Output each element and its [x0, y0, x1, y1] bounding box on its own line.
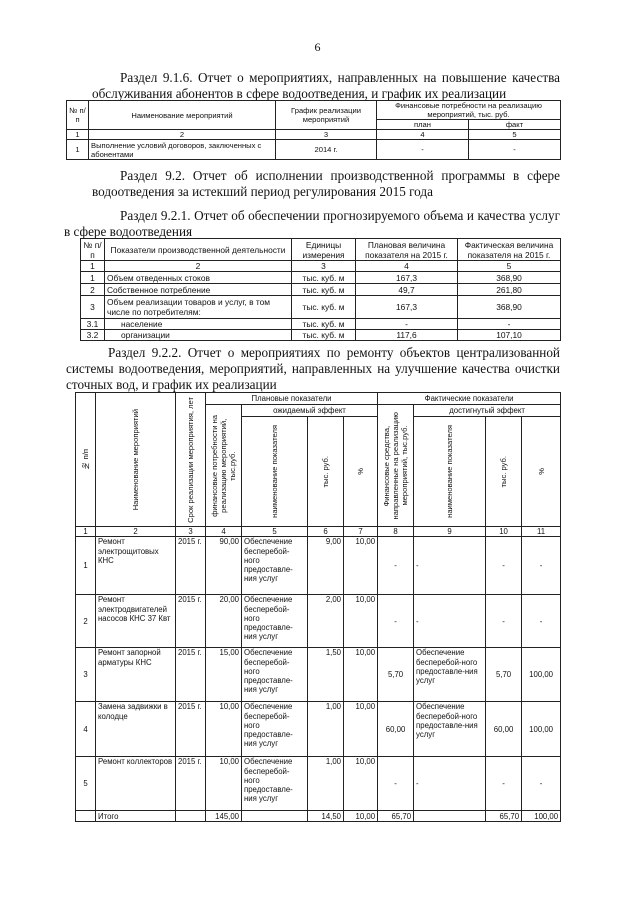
col-number: 2 [89, 130, 276, 140]
section-92-title: Раздел 9.2. Отчет об исполнении производственной программы в сфере водоотведения за истекший период регулирования 2015 года [92, 168, 560, 199]
total-fin-fact: 65,70 [378, 811, 414, 822]
col-number: 8 [378, 527, 414, 537]
col-number: 10 [486, 527, 522, 537]
total-empty [76, 811, 96, 822]
header-indicator: Показатели производственной деятельности [105, 239, 292, 261]
cell-num: 3.1 [81, 319, 105, 330]
header-num: № п/п [76, 393, 96, 527]
header-units: Единицы измерения [292, 239, 356, 261]
section-921-title: Раздел 9.2.1. Отчет об обеспечении прогнозируемого объема и качества услуг в сфере водоотведения [64, 208, 560, 239]
cell-planned: 117,6 [356, 330, 458, 341]
col-number: 1 [81, 261, 105, 272]
col-number: 5 [469, 130, 561, 140]
table-922 [75, 392, 561, 822]
cell-effect-fact: - [414, 595, 486, 648]
header-achieved-effect: достигнутый эффект [414, 405, 561, 417]
cell-indicator: Собственное потребление [105, 284, 292, 296]
header-name: Наименование мероприятий [96, 393, 176, 527]
cell-term: 2015 г. [176, 702, 206, 757]
table-row [76, 648, 561, 702]
col-number: 5 [242, 527, 308, 537]
header-finance: Финансовые потребности на реализацию мероприятий, тыс. руб. [377, 101, 561, 120]
cell-fin-plan: 15,00 [206, 648, 242, 702]
cell-term: 2015 г. [176, 648, 206, 702]
col-number: 1 [67, 130, 89, 140]
cell-rub-fact: 5,70 [486, 648, 522, 702]
cell-fin-fact: 60,00 [378, 702, 414, 757]
cell-units: тыс. куб. м [292, 330, 356, 341]
cell-actual: 261,80 [458, 284, 561, 296]
table-row [76, 537, 561, 595]
header-name: Наименование мероприятий [89, 101, 276, 130]
table-row [67, 140, 561, 160]
cell-rub-fact: - [486, 595, 522, 648]
header-percent: % [344, 417, 378, 527]
col-number: 2 [105, 261, 292, 272]
cell-effect: Обеспечение бесперебой-ного предоставле-ния услуг [242, 537, 308, 595]
cell-name: Выполнение условий договоров, заключенных с абонентами [89, 140, 276, 160]
section-916-title: Раздел 9.1.6. Отчет о мероприятиях, направленных на повышение качества обслуживания абонентов в сфере водоотведения, и график их реализации [92, 70, 560, 101]
cell-name: Ремонт коллекторов [96, 757, 176, 811]
table-row [76, 757, 561, 811]
cell-pct: 10,00 [344, 757, 378, 811]
total-row [76, 811, 561, 822]
cell-num: 2 [76, 595, 96, 648]
cell-name: Замена задвижки в колодце [96, 702, 176, 757]
col-number: 3 [292, 261, 356, 272]
col-number: 9 [414, 527, 486, 537]
cell-effect: Обеспечение бесперебой-ного предоставле-ния услуг [242, 757, 308, 811]
cell-name: Ремонт электрощитовых КНС [96, 537, 176, 595]
cell-pct: 10,00 [344, 537, 378, 595]
header-finance-plan: финансовые потребности на реализацию мероприятий, тыс.руб. [206, 405, 242, 527]
cell-num: 3 [76, 648, 96, 702]
cell-num: 2 [81, 284, 105, 296]
header-expected-effect: ожидаемый эффект [242, 405, 378, 417]
col-number: 2 [96, 527, 176, 537]
cell-rub-fact: 60,00 [486, 702, 522, 757]
cell-rub: 1,50 [308, 648, 344, 702]
cell-units: тыс. куб. м [292, 284, 356, 296]
header-thous-rub-fact: тыс. руб. [486, 417, 522, 527]
cell-effect: Обеспечение бесперебой-ного предоставле-ния услуг [242, 648, 308, 702]
cell-pct: 10,00 [344, 595, 378, 648]
cell-name: Ремонт запорной арматуры КНС [96, 648, 176, 702]
cell-num: 3 [81, 296, 105, 319]
table-row [76, 702, 561, 757]
total-empty [414, 811, 486, 822]
cell-effect-fact: Обеспечение бесперебой-ного предоставле-ния услуг [414, 648, 486, 702]
cell-effect-fact: Обеспечение бесперебой-ного предоставле-ния услуг [414, 702, 486, 757]
table-row [81, 272, 561, 284]
cell-indicator: Объем отведенных стоков [105, 272, 292, 284]
col-number: 6 [308, 527, 344, 537]
cell-pct: 10,00 [344, 648, 378, 702]
cell-indicator: организации [105, 330, 292, 341]
cell-num: 4 [76, 702, 96, 757]
header-percent-fact: % [522, 417, 561, 527]
cell-indicator: Объем реализации товаров и услуг, в том числе по потребителям: [105, 296, 292, 319]
cell-rub: 2,00 [308, 595, 344, 648]
cell-fin-plan: 10,00 [206, 702, 242, 757]
header-num: № п/п [81, 239, 105, 261]
table-row [81, 284, 561, 296]
cell-num: 1 [67, 140, 89, 160]
cell-name: Ремонт электродвигателей насосов КНС 37 Квт [96, 595, 176, 648]
cell-units: тыс. куб. м [292, 319, 356, 330]
cell-schedule: 2014 г. [276, 140, 377, 160]
cell-fact: - [469, 140, 561, 160]
cell-planned: - [356, 319, 458, 330]
cell-rub-fact: - [486, 537, 522, 595]
cell-actual: 107,10 [458, 330, 561, 341]
total-pct: 10,00 [344, 811, 378, 822]
cell-fin-fact: - [378, 537, 414, 595]
cell-actual: 368,90 [458, 272, 561, 284]
table-row [76, 595, 561, 648]
cell-pct-fact: - [522, 757, 561, 811]
col-number: 1 [76, 527, 96, 537]
cell-planned: 49,7 [356, 284, 458, 296]
cell-fin-fact: 5,70 [378, 648, 414, 702]
table-row [81, 330, 561, 341]
cell-pct-fact: 100,00 [522, 702, 561, 757]
header-schedule: График реализации мероприятий [276, 101, 377, 130]
page-number: 6 [314, 40, 321, 54]
cell-effect: Обеспечение бесперебой-ного предоставле-ния услуг [242, 702, 308, 757]
col-number: 3 [176, 527, 206, 537]
header-planned: Плановая величина показателя на 2015 г. [356, 239, 458, 261]
cell-effect-fact: - [414, 757, 486, 811]
cell-planned: 167,3 [356, 296, 458, 319]
total-empty [176, 811, 206, 822]
header-planned-group: Плановые показатели [206, 393, 378, 405]
total-rub: 14,50 [308, 811, 344, 822]
cell-plan: - [377, 140, 469, 160]
cell-indicator: население [105, 319, 292, 330]
cell-pct-fact: 100,00 [522, 648, 561, 702]
cell-num: 5 [76, 757, 96, 811]
header-thous-rub: тыс. руб. [308, 417, 344, 527]
col-number: 5 [458, 261, 561, 272]
cell-effect: Обеспечение бесперебой-ного предоставле-ния услуг [242, 595, 308, 648]
cell-planned: 167,3 [356, 272, 458, 284]
cell-rub: 1,00 [308, 757, 344, 811]
col-number: 4 [356, 261, 458, 272]
total-label: Итого [96, 811, 176, 822]
header-actual: Фактическая величина показателя на 2015 г. [458, 239, 561, 261]
cell-term: 2015 г. [176, 595, 206, 648]
total-pct-fact: 100,00 [522, 811, 561, 822]
cell-rub: 1,00 [308, 702, 344, 757]
cell-num: 3.2 [81, 330, 105, 341]
cell-term: 2015 г. [176, 537, 206, 595]
header-num: № п/п [67, 101, 89, 130]
col-number: 7 [344, 527, 378, 537]
col-number: 4 [377, 130, 469, 140]
header-term: Срок реализации мероприятия, лет [176, 393, 206, 527]
col-number: 3 [276, 130, 377, 140]
cell-actual: - [458, 319, 561, 330]
header-finance-fact: Финансовые средства, направленные на реализацию мероприятий, тыс.руб. [378, 405, 414, 527]
cell-units: тыс. куб. м [292, 272, 356, 284]
cell-pct-fact: - [522, 595, 561, 648]
table-row [81, 319, 561, 330]
header-indicator-name-fact: наименование показателя [414, 417, 486, 527]
cell-fin-plan: 90,00 [206, 537, 242, 595]
table-916 [66, 100, 561, 160]
cell-rub-fact: - [486, 757, 522, 811]
section-922-title: Раздел 9.2.2. Отчет о мероприятиях по ремонту объектов централизованной системы водоотведения, мероприятий, направленных на улучшение качества очистки сточных вод, и график их реализации [66, 345, 560, 392]
col-number: 11 [522, 527, 561, 537]
cell-actual: 368,90 [458, 296, 561, 319]
cell-fin-plan: 20,00 [206, 595, 242, 648]
cell-fin-fact: - [378, 595, 414, 648]
table-921 [80, 238, 561, 341]
cell-fin-fact: - [378, 757, 414, 811]
header-plan: план [377, 120, 469, 130]
cell-effect-fact: - [414, 537, 486, 595]
cell-pct: 10,00 [344, 702, 378, 757]
table-row [81, 296, 561, 319]
cell-num: 1 [76, 537, 96, 595]
cell-term: 2015 г. [176, 757, 206, 811]
total-empty [242, 811, 308, 822]
cell-units: тыс. куб. м [292, 296, 356, 319]
col-number: 4 [206, 527, 242, 537]
header-indicator-name: наименование показателя [242, 417, 308, 527]
cell-num: 1 [81, 272, 105, 284]
cell-pct-fact: - [522, 537, 561, 595]
cell-fin-plan: 10,00 [206, 757, 242, 811]
cell-rub: 9,00 [308, 537, 344, 595]
total-rub-fact: 65,70 [486, 811, 522, 822]
header-fact: факт [469, 120, 561, 130]
total-fin-plan: 145,00 [206, 811, 242, 822]
header-actual-group: Фактические показатели [378, 393, 561, 405]
